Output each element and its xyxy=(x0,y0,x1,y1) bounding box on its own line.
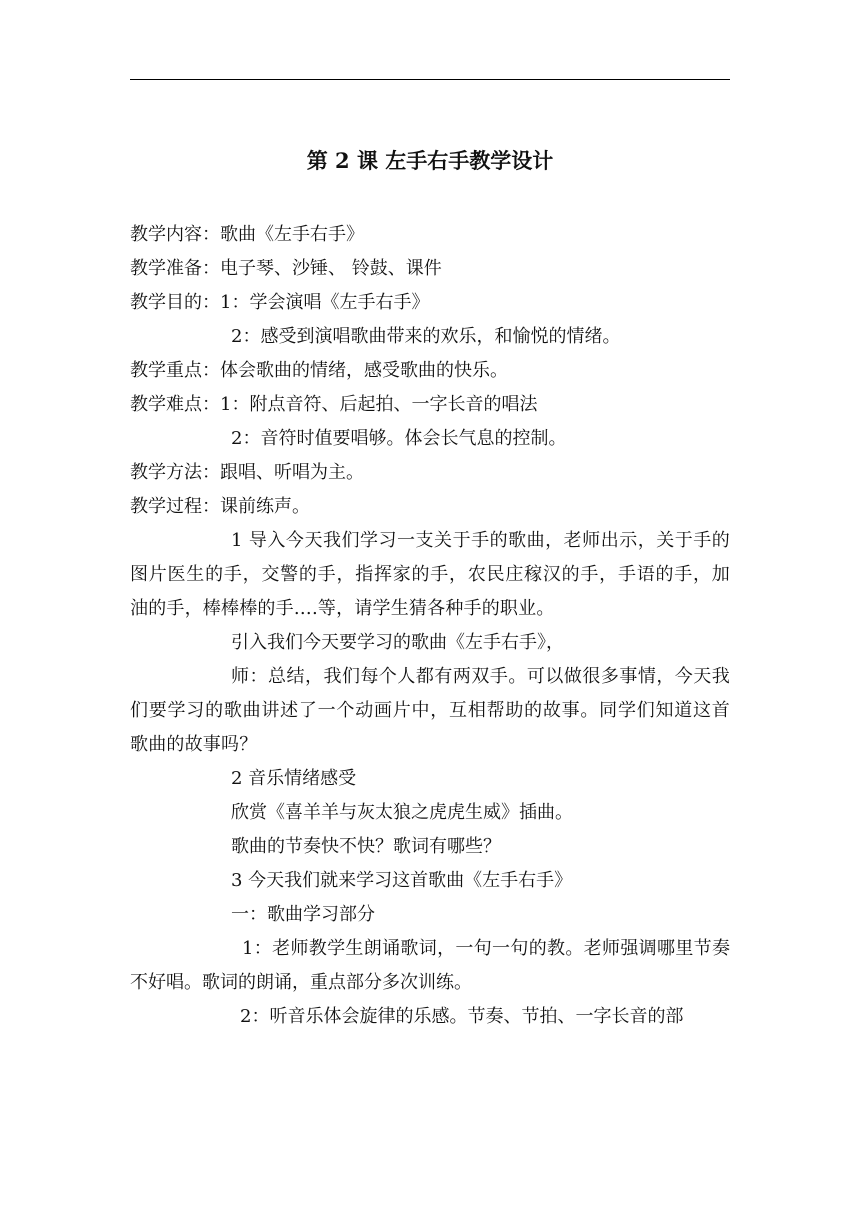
teaching-process: 教学过程：课前练声。 xyxy=(130,496,310,517)
teaching-goal-2: 2：感受到演唱歌曲带来的欢乐，和愉悦的情绪。 xyxy=(231,326,621,347)
teaching-content: 教学内容：歌曲《左手右手》 xyxy=(130,224,364,245)
teaching-focus: 教学重点：体会歌曲的情绪，感受歌曲的快乐。 xyxy=(130,360,508,381)
lesson-number: 第 2 课 xyxy=(306,148,378,173)
page-title xyxy=(0,146,860,176)
summary-paragraph: 师：总结，我们每个人都有两双手。可以做很多事情，今天我们要学习的歌曲讲述了一个动画片中，互相帮助的故事。同学们知道这首歌曲的故事吗？ xyxy=(130,666,730,755)
step-2-paragraph: 2：听音乐体会旋律的乐感。节奏、节拍、一字长音的部 xyxy=(240,1006,684,1027)
teaching-preparation: 教学准备：电子琴、沙锤、 铃鼓、课件 xyxy=(130,258,442,279)
enjoy-line: 欣赏《喜羊羊与灰太狼之虎虎生威》插曲。 xyxy=(231,802,573,823)
part-1-heading: 一：歌曲学习部分 xyxy=(231,904,375,925)
lesson-title: 左手右手教学设计 xyxy=(385,148,554,173)
intro-paragraph: 1 导入今天我们学习一支关于手的歌曲，老师出示，关于手的图片医生的手，交警的手，指挥家的手，农民庄稼汉的手，手语的手，加油的手，棒棒棒的手….等，请学生猜各种手的职业。 xyxy=(130,530,730,619)
section-2-heading: 2 音乐情绪感受 xyxy=(231,768,357,789)
intro-song-line: 引入我们今天要学习的歌曲《左手右手》， xyxy=(231,632,564,653)
step-1-paragraph: 1：老师教学生朗诵歌词，一句一句的教。老师强调哪里节奏不好唱。歌词的朗诵，重点部分多次训练。 xyxy=(130,938,730,993)
header-rule xyxy=(130,79,730,80)
teaching-method: 教学方法：跟唱、听唱为主。 xyxy=(130,462,364,483)
document-body xyxy=(130,218,730,1034)
teaching-difficulty-1: 教学难点：1：附点音符、后起拍、一字长音的唱法 xyxy=(130,394,538,415)
question-line: 歌曲的节奏快不快？歌词有哪些？ xyxy=(231,836,501,857)
teaching-goal-1: 教学目的：1：学会演唱《左手右手》 xyxy=(130,292,430,313)
section-3-heading: 3 今天我们就来学习这首歌曲《左手右手》 xyxy=(231,870,573,891)
teaching-difficulty-2: 2：音符时值要唱够。体会长气息的控制。 xyxy=(231,428,567,449)
